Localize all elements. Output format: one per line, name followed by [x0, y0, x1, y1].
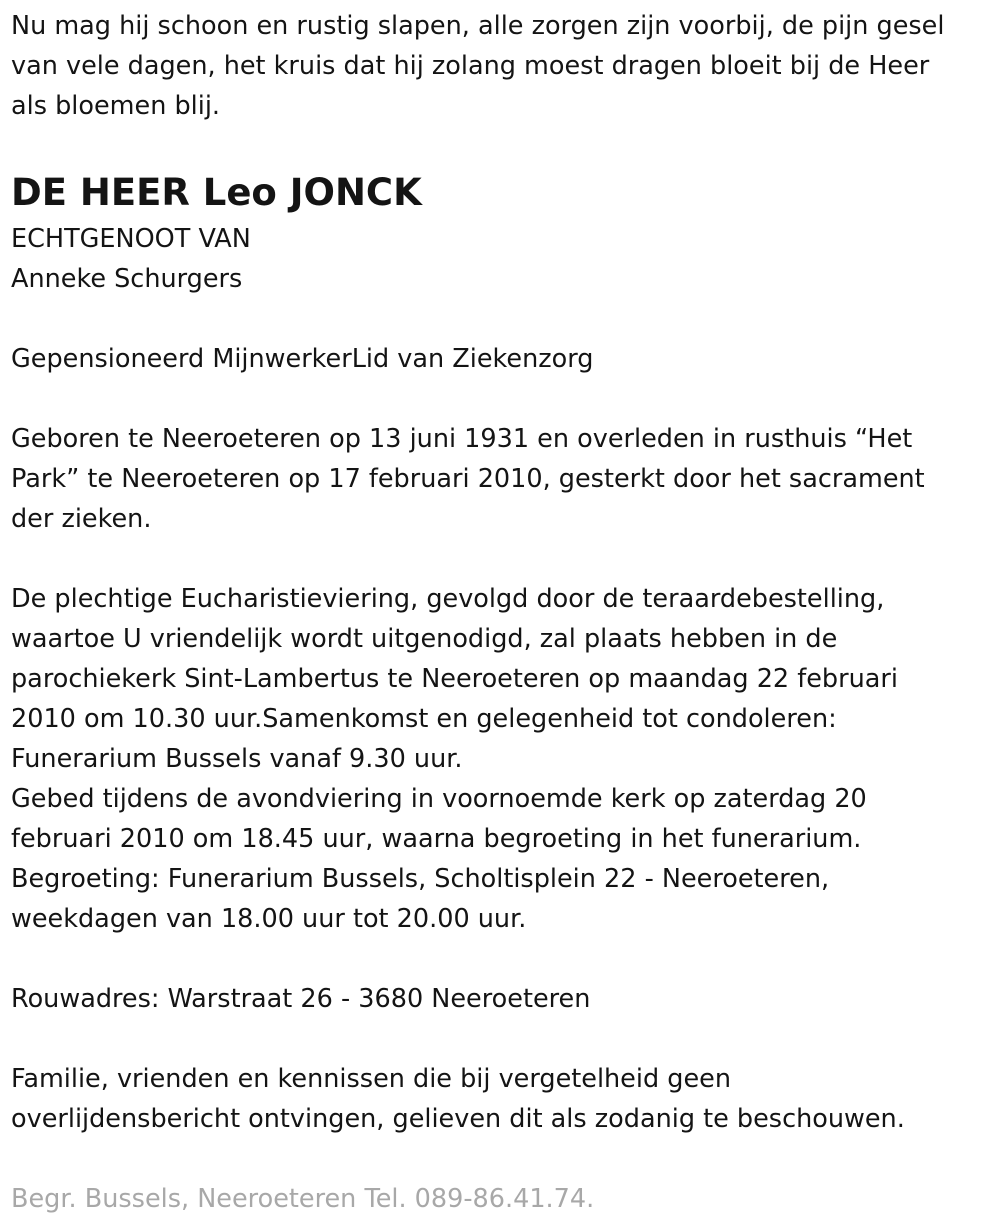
- notice-line: Familie, vrienden en kennissen die bij vergetelheid geen: [11, 1064, 731, 1094]
- ceremony-line: Funerarium Bussels vanaf 9.30 uur.: [11, 744, 463, 774]
- deceased-block: [11, 167, 1000, 299]
- relation-label-text: ECHTGENOOT VAN: [11, 224, 251, 254]
- spacer: [11, 539, 1000, 579]
- birth-death-paragraph: [11, 419, 986, 539]
- ceremony-line: parochiekerk Sint-Lambertus te Neeroeteren op maandag 22 februari: [11, 664, 898, 694]
- funeral-home-footer: [11, 1179, 986, 1219]
- notice-line: overlijdensbericht ontvingen, gelieven dit als zodanig te beschouwen.: [11, 1104, 905, 1134]
- footer-text: Begr. Bussels, Neeroeteren Tel. 089-86.41.74.: [11, 1184, 595, 1214]
- spacer: [11, 1019, 1000, 1059]
- ceremony-paragraph: [11, 579, 986, 939]
- memorial-poem: [11, 6, 986, 126]
- ceremony-line: waartoe U vriendelijk wordt uitgenodigd, zal plaats hebben in de: [11, 624, 838, 654]
- birth-death-line: Park” te Neeroeteren op 17 februari 2010, gesterkt door het sacrament: [11, 464, 925, 494]
- spacer: [11, 299, 1000, 339]
- poem-line: Nu mag hij schoon en rustig slapen, alle zorgen zijn voorbij, de pijn gesel: [11, 11, 945, 41]
- poem-line: als bloemen blij.: [11, 91, 221, 121]
- ceremony-line: De plechtige Eucharistieviering, gevolgd door de teraardebestelling,: [11, 584, 885, 614]
- occupation-text: Gepensioneerd MijnwerkerLid van Ziekenzorg: [11, 344, 594, 374]
- birth-death-line: Geboren te Neeroeteren op 13 juni 1931 en overleden in rusthuis “Het: [11, 424, 913, 454]
- ceremony-line: februari 2010 om 18.45 uur, waarna begroeting in het funerarium.: [11, 824, 862, 854]
- mourning-address-text: Rouwadres: Warstraat 26 - 3680 Neeroeteren: [11, 984, 591, 1014]
- ceremony-line: 2010 om 10.30 uur.Samenkomst en gelegenheid tot condoleren:: [11, 704, 837, 734]
- ceremony-line: weekdagen van 18.00 uur tot 20.00 uur.: [11, 904, 527, 934]
- spacer: [11, 939, 1000, 979]
- spacer: [11, 1139, 1000, 1179]
- occupation: [11, 339, 986, 379]
- ceremony-line: Begroeting: Funerarium Bussels, Scholtisplein 22 - Neeroeteren,: [11, 864, 830, 894]
- deceased-name: DE HEER Leo JONCK: [11, 171, 422, 214]
- ceremony-line: Gebed tijdens de avondviering in voornoemde kerk op zaterdag 20: [11, 784, 867, 814]
- notice-paragraph: [11, 1059, 986, 1139]
- relation-label: [11, 219, 986, 299]
- birth-death-line: der zieken.: [11, 504, 152, 534]
- mourning-address: [11, 979, 986, 1019]
- spacer: [11, 379, 1000, 419]
- poem-line: van vele dagen, het kruis dat hij zolang moest dragen bloeit bij de Heer: [11, 51, 930, 81]
- spouse-name: Anneke Schurgers: [11, 264, 243, 294]
